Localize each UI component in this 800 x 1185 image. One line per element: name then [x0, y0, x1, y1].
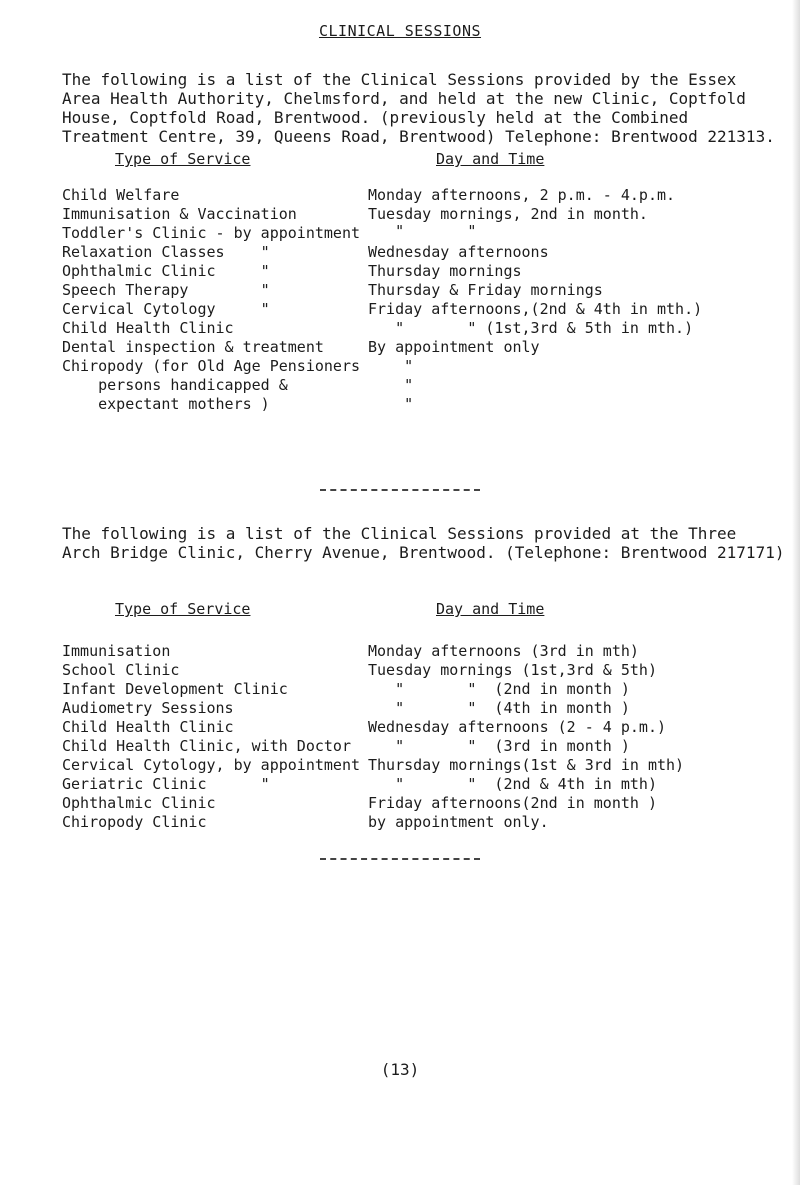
service-item: Infant Development Clinic [62, 680, 288, 698]
service-item: Cervical Cytology, by appointment [62, 756, 361, 774]
intro-line: The following is a list of the Clinical Sessions provided at the Three [62, 524, 737, 543]
time-item: " " (1st,3rd & 5th in mth.) [368, 319, 694, 337]
section1-type-header: Type of Service [115, 150, 251, 168]
service-item: Ophthalmic Clinic " [62, 262, 270, 280]
time-item: " [368, 376, 414, 394]
time-item: Thursday mornings [368, 262, 522, 280]
time-item: " " [368, 222, 477, 240]
section2-type-header: Type of Service [115, 600, 251, 618]
service-item: persons handicapped & [62, 376, 288, 394]
time-item: Wednesday afternoons [368, 243, 549, 261]
service-item: expectant mothers ) [62, 395, 270, 413]
section2-services-list [62, 642, 360, 832]
time-item: Friday afternoons,(2nd & 4th in mth.) [368, 300, 703, 318]
service-item: Chiropody Clinic [62, 813, 207, 831]
page-number: (13) [380, 1060, 420, 1079]
time-item: " " (2nd & 4th in mth) [368, 775, 657, 793]
time-item: " [368, 395, 414, 413]
service-item: Child Welfare [62, 186, 180, 204]
section2-intro [62, 524, 785, 562]
service-item: Child Health Clinic [62, 319, 234, 337]
intro-line: Arch Bridge Clinic, Cherry Avenue, Brentwood. (Telephone: Brentwood 217171) [62, 543, 785, 562]
time-item: By appointment only [368, 338, 540, 356]
intro-line: Area Health Authority, Chelmsford, and held at the new Clinic, Coptfold [62, 89, 746, 108]
service-item: Relaxation Classes " [62, 243, 270, 261]
service-item: Geriatric Clinic " [62, 775, 270, 793]
time-item: Monday afternoons (3rd in mth) [368, 642, 639, 660]
section-divider [320, 858, 480, 860]
time-item: " " (2nd in month ) [368, 680, 630, 698]
time-item: by appointment only. [368, 813, 549, 831]
intro-line: The following is a list of the Clinical Sessions provided by the Essex [62, 70, 737, 89]
service-item: Ophthalmic Clinic [62, 794, 216, 812]
page-title: CLINICAL SESSIONS [318, 22, 482, 40]
time-item: Thursday & Friday mornings [368, 281, 603, 299]
section1-intro [62, 70, 782, 146]
intro-line: House, Coptfold Road, Brentwood. (previously held at the Combined [62, 108, 689, 127]
time-item: Thursday mornings(1st & 3rd in mth) [368, 756, 685, 774]
page-edge-shadow [792, 0, 800, 1185]
section1-times-list [368, 186, 702, 414]
service-item: Cervical Cytology " [62, 300, 270, 318]
section1-day-header: Day and Time [436, 150, 545, 168]
time-item: Wednesday afternoons (2 - 4 p.m.) [368, 718, 667, 736]
time-item: Friday afternoons(2nd in month ) [368, 794, 657, 812]
service-item: Child Health Clinic [62, 718, 234, 736]
service-item: Toddler's Clinic - by appointment [62, 224, 361, 242]
section1-services-list [62, 186, 360, 414]
time-item: Tuesday mornings, 2nd in month. [368, 205, 648, 223]
time-item: " " (4th in month ) [368, 699, 630, 717]
section-divider [320, 489, 480, 491]
service-item: Dental inspection & treatment [62, 338, 324, 356]
service-item: Child Health Clinic, with Doctor [62, 737, 351, 755]
time-item: Monday afternoons, 2 p.m. - 4.p.m. [368, 186, 676, 204]
section2-day-header: Day and Time [436, 600, 545, 618]
time-item: " [368, 357, 414, 375]
section2-times-list [368, 642, 684, 832]
intro-line: Treatment Centre, 39, Queens Road, Brentwood) Telephone: Brentwood 221313. [62, 127, 775, 146]
service-item: Audiometry Sessions [62, 699, 234, 717]
service-item: Speech Therapy " [62, 281, 270, 299]
service-item: Immunisation & Vaccination [62, 205, 297, 223]
service-item: Immunisation [62, 642, 171, 660]
time-item: Tuesday mornings (1st,3rd & 5th) [368, 661, 657, 679]
service-item: Chiropody (for Old Age Pensioners [62, 357, 361, 375]
service-item: School Clinic [62, 661, 180, 679]
time-item: " " (3rd in month ) [368, 737, 630, 755]
